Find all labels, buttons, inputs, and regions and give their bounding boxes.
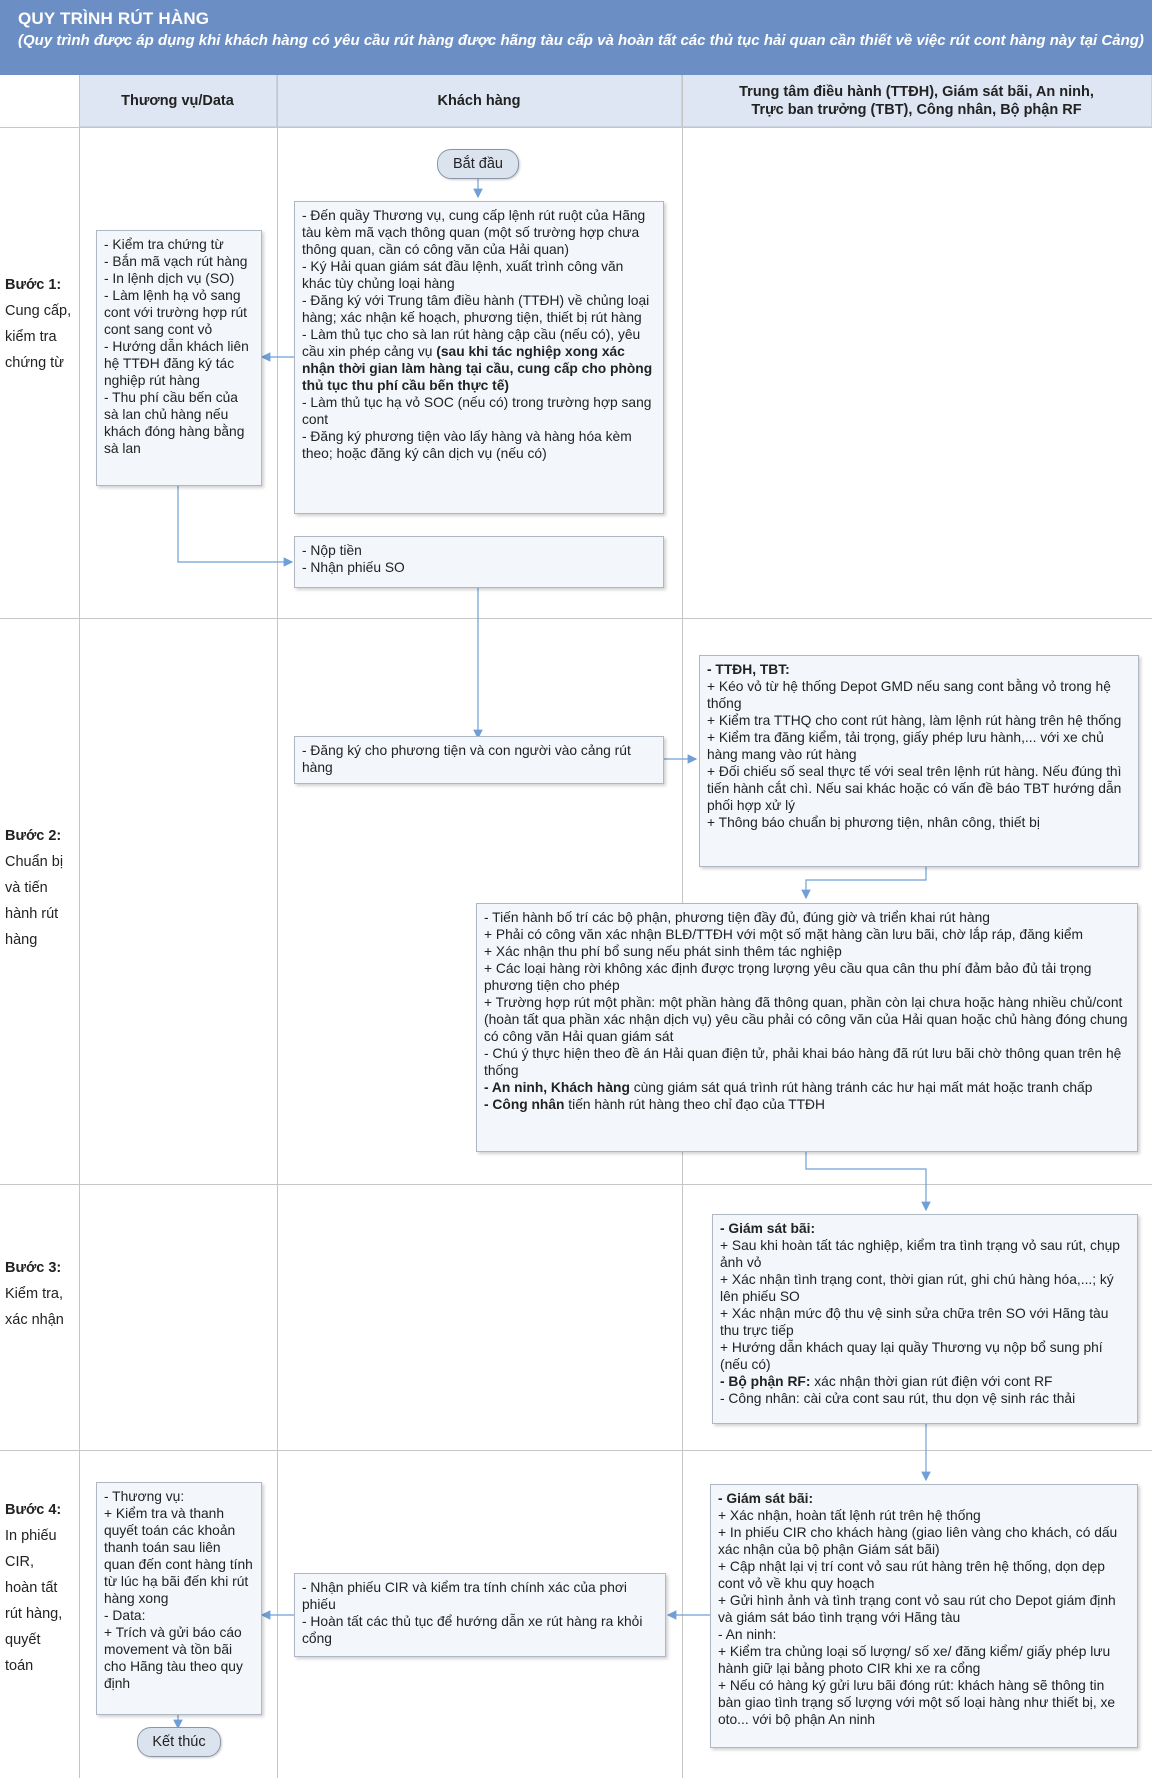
vehicle-register-box: - Đăng ký cho phương tiện và con người vào cảng rút hàng: [294, 736, 664, 784]
ttdh-tbt-box: [699, 655, 1139, 867]
step-1-line: Cung cấp,: [5, 303, 72, 319]
end-node: Kết thúc: [137, 1727, 221, 1757]
execution-text: - Tiến hành bố trí các bộ phận, phương tiện đầy đủ, đúng giờ và triển khai rút hàng + Phải có công văn xác nhận BLĐ/TTĐH với một số mặt hàng cần lưu bãi, chờ lắp ráp, đăng kiểm + Xác nhận thu phí bổ sung nếu phát sinh thêm tác nghiệp + Các loại hàng rời không xác định được trọng lượng yêu cầu qua cân thu phí đảm bảo đủ tải trọng phương tiện cho phép + Trường hợp rút một phần: một phần hàng đã thông quan, phần còn lại chưa hoặc hàng nhiều chủ/cont (hoàn tất qua phần xác nhận dịch vụ) yêu cầu phải có công văn của Hải quan hoặc chủ hàng đóng chung có công văn Hải quan giám sát - Chú ý thực hiện theo đề án Hải quan điện tử, phải khai báo hàng đã rút lưu bãi chờ thông quan trên hệ thống: [484, 910, 1128, 1078]
finance-data-box: - Thương vụ: + Kiểm tra và thanh quyết toán các khoản thanh toán sau liên quan đến cont hàng tính từ lúc hạ bãi đến khi rút hàng xong - Data: + Trích và gửi báo cáo movement và tồn bãi cho Hãng tàu theo quy định: [96, 1482, 262, 1715]
column-header-thuong-vu: Thương vụ/Data: [79, 75, 277, 127]
step-2-line: Chuẩn bị: [5, 854, 64, 870]
thuongvu-step1-box: - Kiểm tra chứng từ - Bắn mã vạch rút hàng - In lệnh dịch vụ (SO) - Làm lệnh hạ vỏ sang cont với trường hợp rút cont sang cont vỏ - Hướng dẫn khách liên hệ TTĐH đăng ký tác nghiệp rút hàng - Thu phí cầu bến của sà lan chủ hàng nếu khách đóng hàng bằng sà lan: [96, 230, 262, 486]
step-2-line: và tiến: [5, 880, 48, 896]
yard-complete-heading: - Giám sát bãi:: [718, 1491, 814, 1506]
step-1-title: Bước 1:: [5, 277, 62, 293]
arrow-execution-to-check: [806, 1152, 926, 1210]
step-4-title: Bước 4:: [5, 1502, 62, 1518]
yard-check-rf-text: xác nhận thời gian rút điện với cont RF: [810, 1374, 1053, 1389]
step-1-line: kiểm tra: [5, 329, 57, 345]
step-2-line: hành rút: [5, 906, 59, 922]
payment-box: - Nộp tiền - Nhận phiếu SO: [294, 536, 664, 588]
step-4-line: In phiếu: [5, 1528, 57, 1544]
step-1-line: chứng từ: [5, 355, 64, 371]
step-3-title: Bước 3:: [5, 1260, 62, 1276]
yard-complete-text: + Xác nhận, hoàn tất lệnh rút trên hệ thống + In phiếu CIR cho khách hàng (giao liên vàng cho khách, có dấu xác nhận của bộ phận Giám sát bãi) + Cập nhật lại vị trí cont vỏ sau rút hàng trên hệ thống, dọn dẹp cont vỏ về khu quy hoạch + Gửi hình ảnh và tình trạng cont vỏ sau rút cho Depot giám định và giám sát báo tình trạng với Hãng tàu - An ninh: + Kiểm tra chủng loại số lượng/ số xe/ đăng kiểm/ giấy phép lưu hành giữ lại bảng photo CIR khi xe ra cổng + Nếu có hàng ký gửi lưu bãi đóng rút: khách hàng sẽ thông tin bàn giao tình trạng số lượng với một số loại hàng như thiết bị, xe oto... với bộ phận An ninh: [718, 1508, 1118, 1727]
execution-worker-bold: - Công nhân: [484, 1097, 565, 1112]
step-4-line: rút hàng,: [5, 1606, 63, 1622]
yard-check-box: [712, 1214, 1138, 1424]
yard-check-heading: - Giám sát bãi:: [720, 1221, 816, 1236]
page-title: QUY TRÌNH RÚT HÀNG: [18, 9, 210, 28]
customer-step4-box: - Nhận phiếu CIR và kiểm tra tính chính xác của phơi phiếu - Hoàn tất các thủ tục để hướng dẫn xe rút hàng ra khỏi cổng: [294, 1573, 666, 1657]
step-4-line: CIR,: [5, 1554, 34, 1570]
column-header-ttdh-line1: Trung tâm điều hành (TTĐH), Giám sát bãi, An ninh,: [739, 83, 1094, 100]
step-2-title: Bước 2:: [5, 828, 62, 844]
ttdh-heading: - TTĐH, TBT:: [707, 662, 790, 677]
step-4-line: hoàn tất: [5, 1580, 58, 1596]
yard-check-rf-bold: - Bộ phận RF:: [720, 1374, 811, 1389]
customer-step1-box: [294, 201, 664, 514]
step-4-line: quyết: [5, 1632, 41, 1648]
yard-complete-box: [710, 1484, 1138, 1748]
yard-check-tail: - Công nhân: cài cửa cont sau rút, thu dọn vệ sinh rác thải: [720, 1391, 1076, 1406]
step-4-line: toán: [5, 1658, 34, 1674]
step-3-line: xác nhận: [5, 1312, 64, 1328]
column-header-ttdh-line2: Trực ban trưởng (TBT), Công nhân, Bộ phận RF: [751, 101, 1082, 118]
execution-security-text: cùng giám sát quá trình rút hàng tránh các hư hại mất mát hoặc tranh chấp: [629, 1080, 1093, 1095]
start-node: Bắt đầu: [437, 149, 519, 179]
execution-security-bold: - An ninh, Khách hàng: [484, 1080, 630, 1095]
customer-step1-bold: (sau khi tác nghiệp xong xác nhận thời gian làm hàng tại cầu, cung cấp cho phòng thủ tục thu phí cầu bến thực tế): [302, 344, 653, 393]
execution-box: [476, 903, 1138, 1152]
step-2-line: hàng: [5, 932, 38, 948]
ttdh-text: + Kéo vỏ từ hệ thống Depot GMD nếu sang cont bằng vỏ trong hệ thống + Kiểm tra TTHQ cho cont rút hàng, làm lệnh rút hàng trên hệ thống + Kiểm tra đăng kiểm, tải trọng, giấy phép lưu hành,... với xe chủ hàng mang vào rút hàng + Đối chiếu số seal thực tế với seal trên lệnh rút hàng. Nếu đúng thì tiến hành cắt chì. Nếu sai khác hoặc có vấn đề báo TBT hướng dẫn phối hợp xử lý + Thông báo chuẩn bị phương tiện, nhân công, thiết bị: [707, 679, 1122, 830]
arrow-ttdh-to-execution: [806, 867, 926, 898]
customer-step1-tail: - Làm thủ tục hạ vỏ SOC (nếu có) trong trường hợp sang cont - Đăng ký phương tiện vào lấy hàng và hàng hóa kèm theo; hoặc đăng ký cân dịch vụ (nếu có): [302, 395, 652, 461]
page-subtitle: (Quy trình được áp dụng khi khách hàng có yêu cầu rút hàng được hãng tàu cấp và hoàn tất các thủ tục hải quan cần thiết về việc rút cont hàng này tại Cảng): [18, 32, 1144, 49]
customer-step1-text: - Đến quầy Thương vụ, cung cấp lệnh rút ruột của Hãng tàu kèm mã vạch thông quan (một số trường hợp chưa thông quan, cần có công văn của Hải quan) - Ký Hải quan giám sát đầu lệnh, xuất trình công văn khác tùy chủng loại hàng - Đăng ký với Trung tâm điều hành (TTĐH) về chủng loại hàng; xác nhận kế hoạch, phương tiện, thiết bị rút hàng - Làm thủ tục cho sà lan rút hàng cập cầu (nếu có), yêu cầu xin phép cảng vụ: [302, 208, 650, 359]
yard-check-text: + Sau khi hoàn tất tác nghiệp, kiểm tra tình trạng vỏ sau rút, chụp ảnh vỏ + Xác nhận tình trạng cont, thời gian rút, ghi chú hàng hóa,...; ký lên phiếu SO + Xác nhận mức độ thu vệ sinh sửa chữa trên SO với Hãng tàu thu trực tiếp + Hướng dẫn khách quay lại quầy Thương vụ nộp bổ sung phí (nếu có): [720, 1238, 1120, 1372]
execution-worker-text: tiến hành rút hàng theo chỉ đạo của TTĐH: [564, 1097, 825, 1112]
column-header-khach-hang: Khách hàng: [277, 75, 682, 127]
step-3-line: Kiểm tra,: [5, 1286, 64, 1302]
arrow-thuongvu-to-payment: [178, 486, 292, 562]
